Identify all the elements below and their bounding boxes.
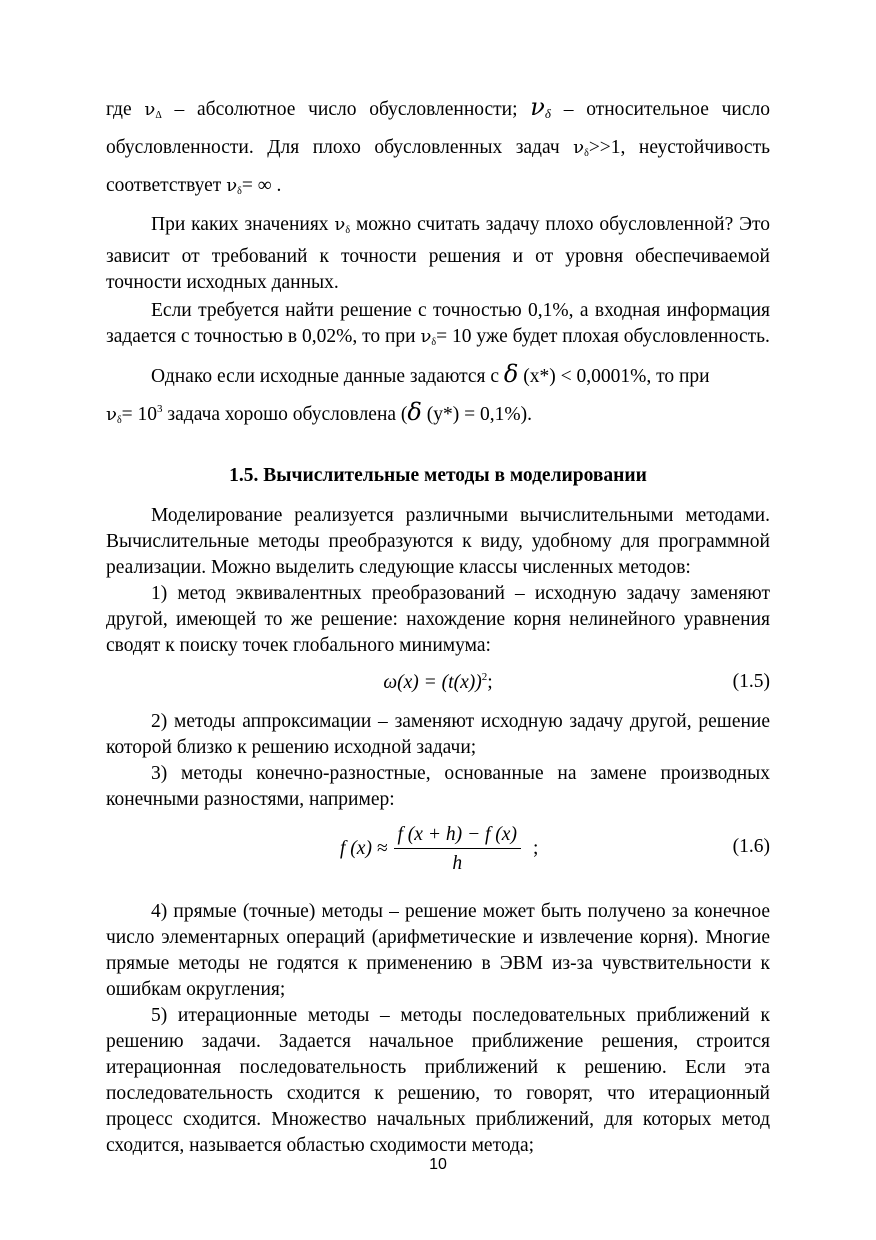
nu-symbol: ν bbox=[106, 404, 117, 425]
text: (y*) = 0,1%). bbox=[421, 404, 532, 425]
superscript: 3 bbox=[157, 403, 163, 415]
text: >>1, неустойчивость соответствует bbox=[106, 137, 770, 196]
text: Если требуется найти решение с точностью 0,1%, а входная информация задается с точностью в 0,02%, то при bbox=[106, 300, 770, 347]
paragraph-condition-numbers bbox=[106, 91, 770, 208]
formula-expression bbox=[106, 671, 770, 694]
text: = 10 bbox=[121, 404, 158, 425]
paragraph-well-conditioned bbox=[106, 358, 770, 437]
nu-symbol: ν bbox=[573, 137, 585, 158]
fraction-denominator: h bbox=[452, 852, 463, 874]
text: где bbox=[106, 99, 145, 120]
page-body bbox=[106, 91, 770, 1159]
list-item-equivalent-transformations: 1) метод эквивалентных преобразований – исходную задачу заменяют другой, имеющей то же решение: нахождение корня нелинейного уравнения сводят к поиску точек глобального минимума: bbox=[106, 583, 770, 656]
subscript: δ bbox=[345, 225, 351, 236]
text: – абсолютное число обусловленности; bbox=[161, 99, 531, 120]
subscript: Δ bbox=[155, 110, 162, 121]
formula-text: ; bbox=[532, 838, 539, 859]
page-number: 10 bbox=[429, 1156, 447, 1173]
text: = ∞ . bbox=[241, 175, 282, 196]
list-item-iterative-methods: 5) итерационные методы – методы последовательных приближений к решению задачи. Задается начальное приближение решения, строится итерационная последовательность приближений к решению. Если эта последовательность сходится к решению, то говорят, что итерационный процесс сходится. Множество начальных приближений, для которых метод сходится, называется областью сходимости метода; bbox=[106, 1005, 770, 1156]
text: (x*) < 0,0001%, то при bbox=[518, 366, 710, 387]
subscript: δ bbox=[116, 415, 122, 426]
nu-symbol: ν bbox=[420, 326, 432, 347]
subscript: δ bbox=[237, 186, 242, 197]
nu-symbol: ν bbox=[144, 99, 156, 120]
list-item-approximation: 2) методы аппроксимации – заменяют исходную задачу другой, решение которой близко к решению исходной задачи; bbox=[106, 711, 770, 758]
list-item-finite-difference: 3) методы конечно-разностные, основанные на замене производных конечными разностями, например: bbox=[106, 763, 770, 810]
formula-1-5 bbox=[106, 659, 770, 709]
paragraph-modeling: Моделирование реализуется различными вычислительными методами. Вычислительные методы преобразуются к виду, удобному для программной реализации. Можно выделить следующие классы численных методов: bbox=[106, 505, 770, 578]
superscript: 2 bbox=[481, 671, 488, 683]
subscript: δ bbox=[544, 106, 551, 121]
delta-symbol: δ bbox=[407, 398, 422, 426]
formula-1-6 bbox=[106, 819, 770, 895]
nu-symbol: ν bbox=[226, 175, 238, 196]
section-heading: 1.5. Вычислительные методы в моделировании bbox=[229, 465, 647, 486]
fraction-numerator: f (x + h) − f (x) bbox=[394, 824, 521, 849]
delta-symbol: δ bbox=[503, 360, 519, 388]
equation-number: (1.6) bbox=[732, 836, 770, 857]
text: При каких значениях bbox=[151, 214, 335, 235]
formula-text: ; bbox=[487, 672, 493, 693]
subscript: δ bbox=[431, 337, 437, 348]
list-item-direct-methods: 4) прямые (точные) методы – решение может быть получено за конечное число элементарных операций (арифметические и извлечение корня). Многие прямые методы не годятся к применению в ЭВМ из-за чувствительности к ошибкам округления; bbox=[106, 901, 770, 1000]
text: – относительное число обусловленности. Для плохо обусловленных задач bbox=[106, 99, 770, 158]
paragraph-question bbox=[106, 212, 770, 296]
equation-number: (1.5) bbox=[732, 671, 770, 692]
formula-text: f (x) ≈ bbox=[340, 838, 388, 859]
text: задача хорошо обусловлена ( bbox=[162, 404, 408, 425]
subscript: δ bbox=[584, 148, 589, 159]
text: = 10 уже будет плохая обусловленность. bbox=[436, 326, 770, 347]
paragraph-accuracy-example bbox=[106, 298, 770, 356]
formula-text: ω(x) = (t(x)) bbox=[383, 672, 482, 693]
nu-symbol: ν bbox=[334, 214, 346, 235]
nu-symbol-italic: ν bbox=[530, 93, 545, 121]
fraction bbox=[394, 824, 521, 875]
text: можно считать задачу плохо обусловленной? Это зависит от требований к точности решения и от уровня обеспечиваемой точности исходных данных. bbox=[106, 214, 771, 293]
text: Однако если исходные данные задаются с bbox=[151, 366, 504, 387]
formula-expression bbox=[340, 819, 538, 879]
